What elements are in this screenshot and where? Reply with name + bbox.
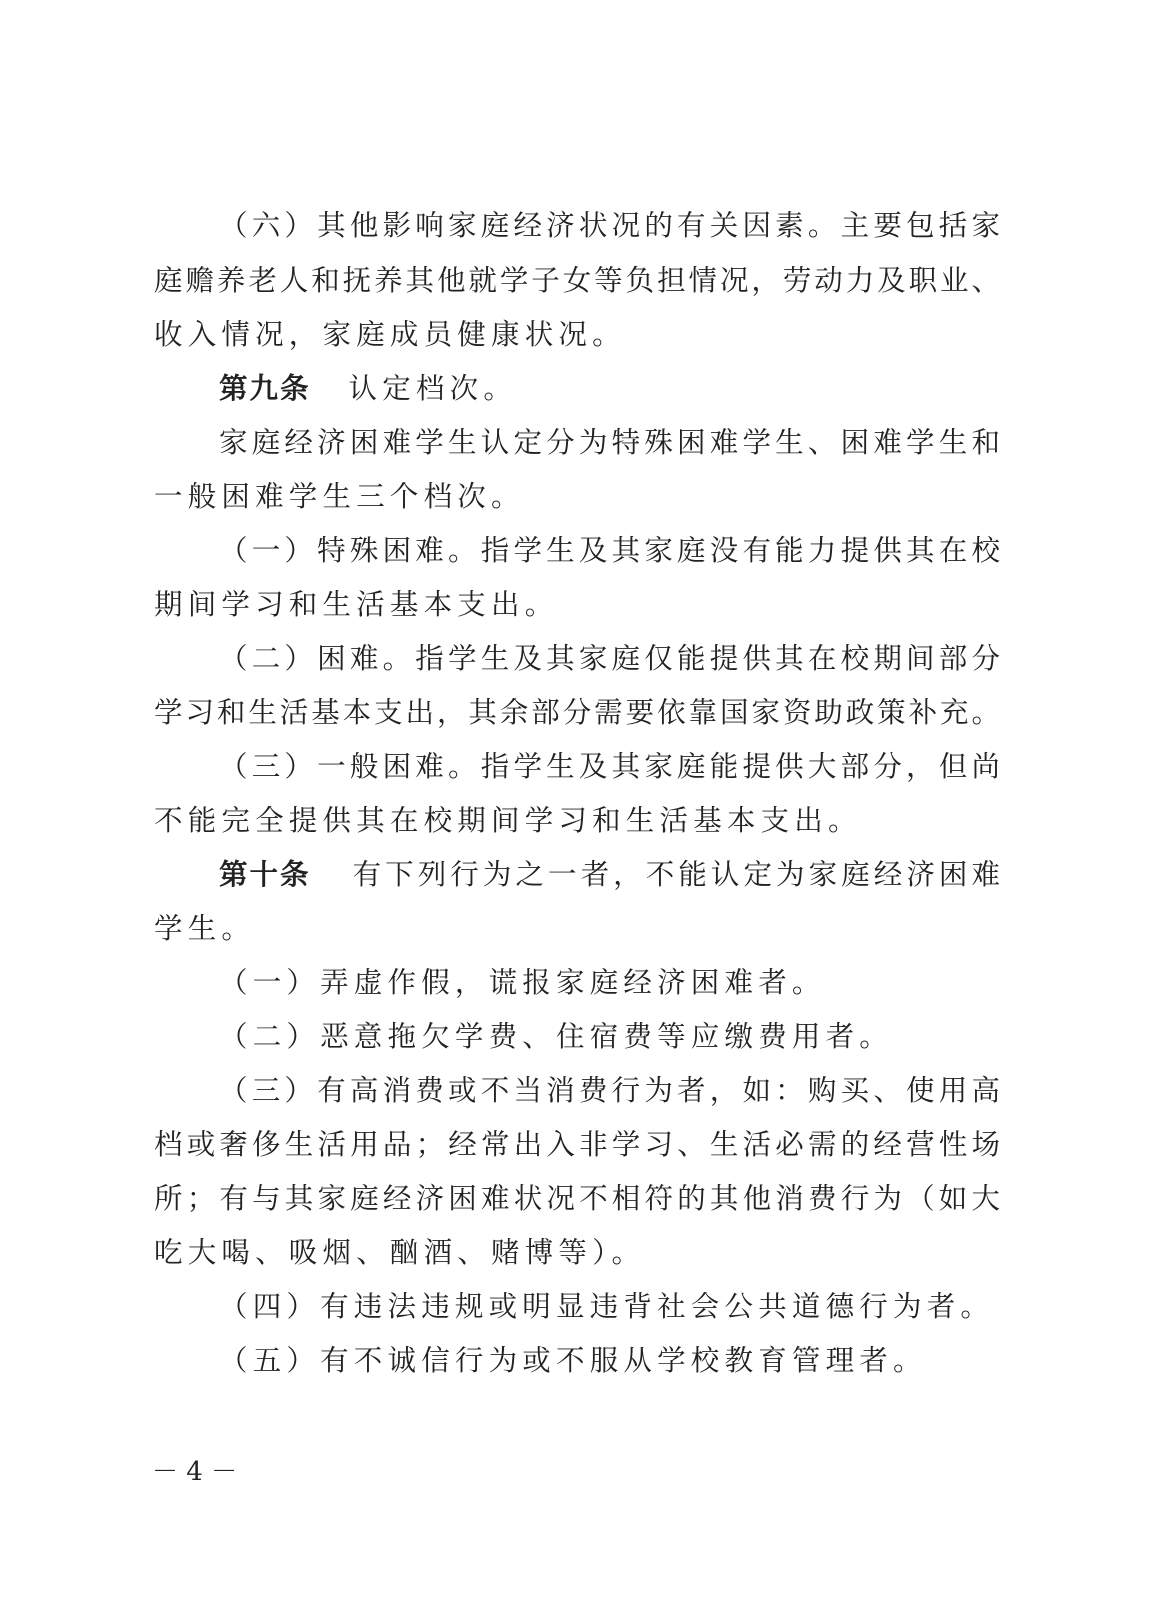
paragraph-line: 期间学习和生活基本支出。 — [154, 588, 559, 621]
paragraph-line: 不能完全提供其在校期间学习和生活基本支出。 — [154, 804, 862, 837]
page-number: － 4 － — [152, 1457, 238, 1487]
paragraph-line: （二）恶意拖欠学费、住宿费等应缴费用者。 — [219, 1020, 894, 1053]
article-nine-line — [219, 369, 1000, 409]
paragraph-line: 学生。 — [154, 912, 256, 945]
paragraph-line: 档或奢侈生活用品；经常出入非学习、生活必需的经营性场 — [154, 1128, 1000, 1161]
article-nine-text: 认定档次。 — [348, 372, 518, 405]
article-ten-title: 第十条 — [219, 858, 311, 891]
paragraph-line: 家庭经济困难学生认定分为特殊困难学生、困难学生和 — [219, 426, 1000, 459]
paragraph-line: （一）弄虚作假，谎报家庭经济困难者。 — [219, 966, 826, 999]
paragraph-line: （四）有违法违规或明显违背社会公共道德行为者。 — [219, 1290, 995, 1323]
article-ten-text: 有下列行为之一者，不能认定为家庭经济困难 — [348, 858, 1000, 891]
paragraph-line: （一）特殊困难。指学生及其家庭没有能力提供其在校 — [219, 534, 1000, 567]
paragraph-line: 庭赡养老人和抚养其他就学子女等负担情况，劳动力及职业、 — [154, 264, 1000, 297]
paragraph-line: 一般困难学生三个档次。 — [154, 480, 525, 513]
paragraph-line: （二）困难。指学生及其家庭仅能提供其在校期间部分 — [219, 642, 1000, 675]
paragraph-line: （三）一般困难。指学生及其家庭能提供大部分，但尚 — [219, 750, 1000, 783]
article-nine-title: 第九条 — [219, 372, 311, 405]
paragraph-line: 吃大喝、吸烟、酗酒、赌博等）。 — [154, 1236, 646, 1269]
paragraph-line: 收入情况，家庭成员健康状况。 — [154, 318, 626, 351]
paragraph-line: （六）其他影响家庭经济状况的有关因素。主要包括家 — [219, 209, 1000, 242]
paragraph-line: （五）有不诚信行为或不服从学校教育管理者。 — [219, 1344, 927, 1377]
paragraph-line: （三）有高消费或不当消费行为者，如：购买、使用高 — [219, 1074, 1000, 1107]
article-ten-line — [219, 855, 1000, 895]
paragraph-line: 学习和生活基本支出，其余部分需要依靠国家资助政策补充。 — [154, 696, 1000, 729]
paragraph-line: 所；有与其家庭经济困难状况不相符的其他消费行为（如大 — [154, 1182, 1000, 1215]
